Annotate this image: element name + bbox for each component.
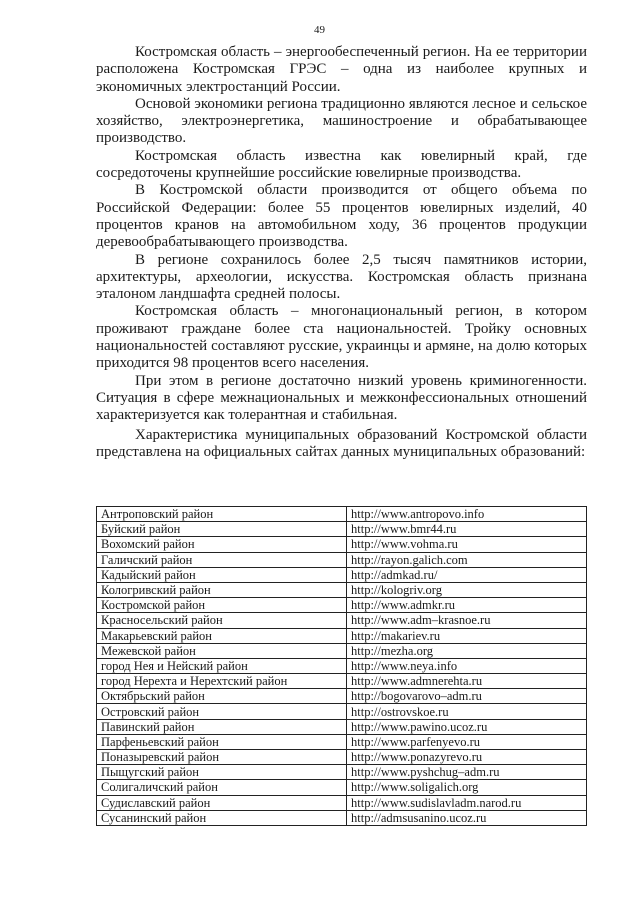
district-cell: Островский район bbox=[97, 704, 347, 719]
district-cell: Пыщугский район bbox=[97, 765, 347, 780]
url-link[interactable]: http://bogovarovo–adm.ru bbox=[347, 689, 587, 704]
table-row bbox=[97, 795, 587, 810]
url-link[interactable]: http://makariev.ru bbox=[347, 628, 587, 643]
table-row bbox=[97, 674, 587, 689]
url-link[interactable]: http://ostrovskoe.ru bbox=[347, 704, 587, 719]
district-cell: Буйский район bbox=[97, 522, 347, 537]
district-cell: город Нея и Нейский район bbox=[97, 658, 347, 673]
paragraph-criminogenic: При этом в регионе достаточно низкий уровень криминогенности. Ситуация в сфере межнациональных и межконфессиональных отношений характеризуется как толерантная и стабильная. bbox=[96, 372, 587, 424]
paragraph-nationalities: Костромская область – многонациональный регион, в котором проживают граждане более ста национальностей. Тройку основных национальностей составляют русские, украинцы и армяне, на долю которых приходится 98 процентов всего населения. bbox=[96, 303, 587, 372]
district-cell: Вохомский район bbox=[97, 537, 347, 552]
table-row bbox=[97, 507, 587, 522]
url-link[interactable]: http://www.neya.info bbox=[347, 658, 587, 673]
table-row bbox=[97, 810, 587, 825]
district-cell: Павинский район bbox=[97, 719, 347, 734]
district-cell: Судиславский район bbox=[97, 795, 347, 810]
table-row bbox=[97, 567, 587, 582]
url-link[interactable]: http://www.ponazyrevo.ru bbox=[347, 750, 587, 765]
url-link[interactable]: http://www.sudislavladm.narod.ru bbox=[347, 795, 587, 810]
paragraph-energy: Костромская область – энергообеспеченный регион. На ее территории расположена Костромская ГРЭС – одна из наиболее крупных и экономичных электростанций России. bbox=[96, 44, 587, 95]
url-link[interactable]: http://kologriv.org bbox=[347, 582, 587, 597]
table-row bbox=[97, 750, 587, 765]
table-row bbox=[97, 719, 587, 734]
url-link[interactable]: http://www.pawino.ucoz.ru bbox=[347, 719, 587, 734]
district-cell: Поназыревский район bbox=[97, 750, 347, 765]
table-row bbox=[97, 598, 587, 613]
url-link[interactable]: http://www.parfenyevo.ru bbox=[347, 734, 587, 749]
district-cell: Солигаличский район bbox=[97, 780, 347, 795]
table-row bbox=[97, 613, 587, 628]
url-link[interactable]: http://www.admnerehta.ru bbox=[347, 674, 587, 689]
district-cell: Сусанинский район bbox=[97, 810, 347, 825]
body-text bbox=[96, 44, 587, 461]
district-cell: город Нерехта и Нерехтский район bbox=[97, 674, 347, 689]
url-link[interactable]: http://www.soligalich.org bbox=[347, 780, 587, 795]
table-row bbox=[97, 643, 587, 658]
table-row bbox=[97, 658, 587, 673]
table-row bbox=[97, 537, 587, 552]
district-cell: Межевской район bbox=[97, 643, 347, 658]
table-row bbox=[97, 628, 587, 643]
district-cell: Парфеньевский район bbox=[97, 734, 347, 749]
municipal-sites-table bbox=[96, 506, 587, 826]
url-link[interactable]: http://www.admkr.ru bbox=[347, 598, 587, 613]
table-row bbox=[97, 552, 587, 567]
url-link[interactable]: http://admkad.ru/ bbox=[347, 567, 587, 582]
url-link[interactable]: http://rayon.galich.com bbox=[347, 552, 587, 567]
district-cell: Антроповский район bbox=[97, 507, 347, 522]
paragraph-production-share: В Костромской области производится от общего объема по Российской Федерации: более 55 процентов ювелирных изделий, 40 процентов кранов на автомобильном ходу, 36 процентов продукции деревообрабатывающего производства. bbox=[96, 182, 587, 251]
table-row bbox=[97, 734, 587, 749]
district-cell: Макарьевский район bbox=[97, 628, 347, 643]
district-cell: Октябрьский район bbox=[97, 689, 347, 704]
url-link[interactable]: http://www.adm–krasnoe.ru bbox=[347, 613, 587, 628]
url-link[interactable]: http://admsusanino.ucoz.ru bbox=[347, 810, 587, 825]
district-cell: Галичский район bbox=[97, 552, 347, 567]
url-link[interactable]: http://www.vohma.ru bbox=[347, 537, 587, 552]
table-row bbox=[97, 780, 587, 795]
district-cell: Кадыйский район bbox=[97, 567, 347, 582]
table-row bbox=[97, 765, 587, 780]
paragraph-table-intro: Характеристика муниципальных образований Костромской области представлена на официальных сайтах данных муниципальных образований: bbox=[96, 426, 587, 460]
page-number: 49 bbox=[314, 24, 325, 36]
table-row bbox=[97, 582, 587, 597]
table-row bbox=[97, 689, 587, 704]
url-link[interactable]: http://www.antropovo.info bbox=[347, 507, 587, 522]
table-row bbox=[97, 704, 587, 719]
url-link[interactable]: http://www.pyshchug–adm.ru bbox=[347, 765, 587, 780]
paragraph-economy: Основой экономики региона традиционно являются лесное и сельское хозяйство, электроэнергетика, машиностроение и обрабатывающее производство. bbox=[96, 95, 587, 147]
url-link[interactable]: http://mezha.org bbox=[347, 643, 587, 658]
district-cell: Костромской район bbox=[97, 598, 347, 613]
paragraph-monuments: В регионе сохранилось более 2,5 тысяч памятников истории, архитектуры, археологии, искусства. Костромская область признана эталоном ландшафта средней полосы. bbox=[96, 251, 587, 303]
paragraph-jewelry: Костромская область известна как ювелирный край, где сосредоточены крупнейшие российские ювелирные производства. bbox=[96, 147, 587, 182]
table-row bbox=[97, 522, 587, 537]
district-cell: Красносельский район bbox=[97, 613, 347, 628]
url-link[interactable]: http://www.bmr44.ru bbox=[347, 522, 587, 537]
district-cell: Кологривский район bbox=[97, 582, 347, 597]
